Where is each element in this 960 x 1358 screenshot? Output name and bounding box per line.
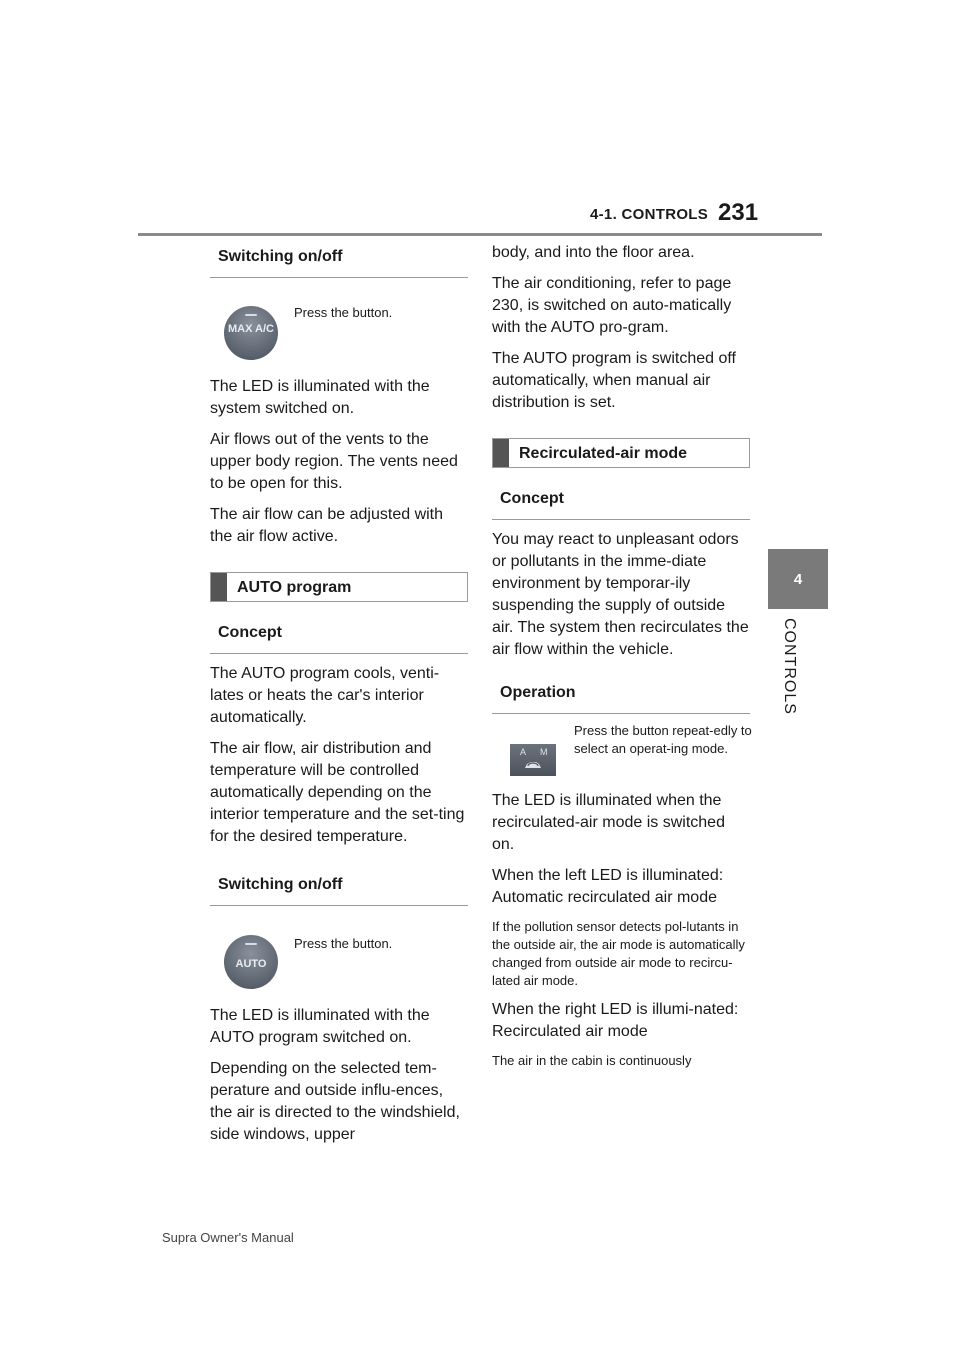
auto-button-icon xyxy=(224,935,278,989)
heading-bar xyxy=(211,573,227,601)
heading-bar xyxy=(493,439,509,467)
paragraph: You may react to unpleasant odors or pollutants in the imme-diate environment by temporar-ily suspending the supply of outside air. The system then recirculates the air flow within the vehicle. xyxy=(492,531,749,658)
manual-title: Supra Owner's Manual xyxy=(162,1230,294,1245)
left-column xyxy=(210,237,468,1155)
recirculation-button-icon xyxy=(510,744,556,776)
max-ac-button-label: MAX A/C xyxy=(227,323,275,335)
paragraph: Air flows out of the vents to the upper body region. The vents need to be open for this. xyxy=(210,431,458,492)
button-caption: Press the button. xyxy=(294,936,393,951)
paragraph: The air flow, air distribution and temperature will be controlled automatically depending on the interior temperature and the set-ting for the desired temperature. xyxy=(210,740,465,845)
page-number: 231 xyxy=(718,199,759,226)
paragraph: The AUTO program cools, venti-lates or heats the car's interior automatically. xyxy=(210,665,440,726)
max-ac-button-icon xyxy=(224,306,278,360)
paragraph: The air flow can be adjusted with the air flow active. xyxy=(210,506,444,545)
paragraph: The air conditioning, refer to page 230, is switched on auto-matically with the AUTO pro-gram. xyxy=(492,275,732,336)
button-caption: Press the button. xyxy=(294,305,393,320)
right-column xyxy=(492,242,750,1079)
switching-heading-2: Switching on/off xyxy=(210,865,468,906)
paragraph: The LED is illuminated with the AUTO program switched on. xyxy=(210,1007,430,1046)
max-ac-row xyxy=(210,306,468,376)
auto-program-heading: AUTO program xyxy=(210,572,468,602)
note: The air in the cabin is continuously xyxy=(492,1053,692,1068)
paragraph: The AUTO program is switched off automatically, when manual air distribution is set. xyxy=(492,350,736,411)
paragraph: Depending on the selected tem-perature and outside influ-ences, the air is directed to the windshield, side windows, upper xyxy=(210,1060,460,1143)
recirculated-air-heading: Recirculated-air mode xyxy=(492,438,750,468)
recirc-row xyxy=(492,722,750,790)
chapter-label: CONTROLS xyxy=(781,618,798,715)
led-indicator xyxy=(245,943,257,945)
car-recirculation-icon xyxy=(523,759,543,771)
paragraph: The LED is illuminated with the system switched on. xyxy=(210,378,430,417)
concept-heading: Concept xyxy=(492,479,750,520)
chapter-number: 4 xyxy=(793,570,803,588)
auto-button-label: AUTO xyxy=(235,958,267,970)
led-indicator xyxy=(245,314,257,316)
chapter-tab[interactable] xyxy=(768,549,828,609)
auto-row xyxy=(210,935,468,1005)
concept-heading: Concept xyxy=(210,613,468,654)
manual-led-label: M xyxy=(540,747,548,757)
section-title: 4-1. CONTROLS xyxy=(590,206,709,223)
switching-heading-1: Switching on/off xyxy=(210,237,468,278)
auto-led-label: A xyxy=(520,747,527,757)
button-caption: Press the button repeat-edly to select an operat-ing mode. xyxy=(574,723,752,756)
note: If the pollution sensor detects pol-lutants in the outside air, the air mode is automatically changed from outside air mode to recircu-lated air mode. xyxy=(492,919,745,988)
header-divider xyxy=(138,233,822,236)
paragraph: body, and into the floor area. xyxy=(492,244,695,261)
operation-heading: Operation xyxy=(492,673,750,714)
paragraph: The LED is illuminated when the recirculated-air mode is switched on. xyxy=(492,792,725,853)
paragraph: When the right LED is illumi-nated: Recirculated air mode xyxy=(492,1001,739,1040)
paragraph: When the left LED is illuminated: Automatic recirculated air mode xyxy=(492,867,724,906)
